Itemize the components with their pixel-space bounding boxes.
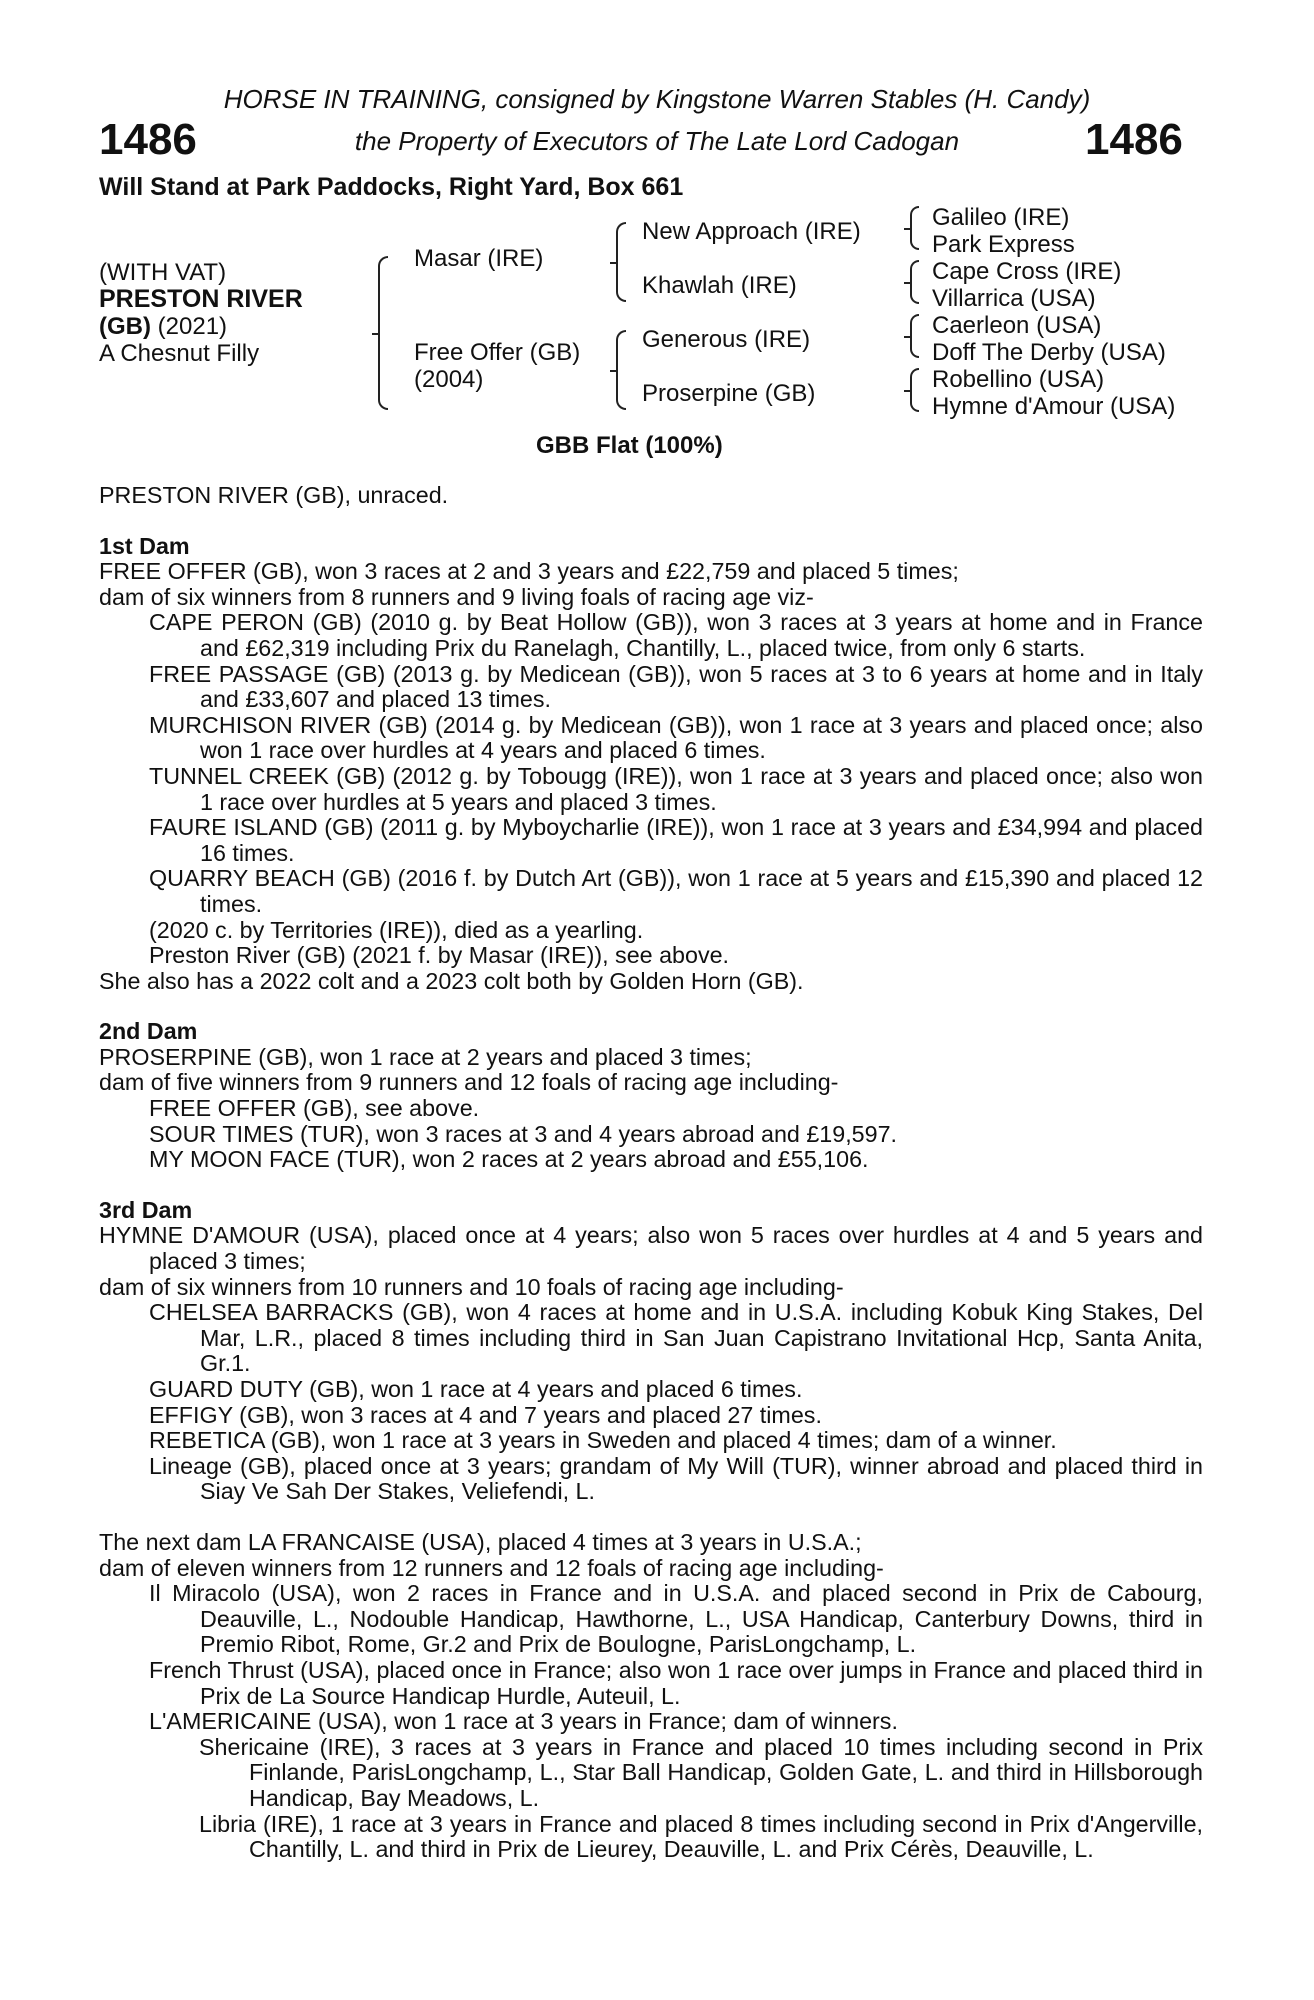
produce-entry: (2020 c. by Territories (IRE)), died as a yearling. [149,916,644,943]
pedigree-brace [910,260,919,304]
vat-label: (WITH VAT) [99,259,227,286]
pedigree-g3-7: Robellino (USA) [932,366,1105,393]
dam-footer: She also has a 2022 colt and a 2023 colt both by Golden Horn (GB). [99,967,804,994]
produce-entry: L'AMERICAINE (USA), won 1 race at 3 years in France; dam of winners. [149,1708,898,1735]
second-dam-section [99,1019,1203,1173]
pedigree-g3-4: Villarrica (USA) [932,285,1096,312]
pedigree-brace [378,256,388,410]
gbb-status: GBB Flat (100%) [536,432,723,459]
section-heading: 2nd Dam [99,1018,198,1045]
pedigree-sire: Masar (IRE) [414,245,544,272]
dam-line: dam of eleven winners from 12 runners and 12 foals of racing age including- [99,1554,884,1581]
produce-entry: CHELSEA BARRACKS (GB), won 4 races at home and in U.S.A. including Kobuk King Stakes, Del Mar, L.R., placed 8 times including third in San Juan Capistrano Invitational Hcp, Santa Anita, Gr.1. [149,1299,1203,1377]
horse-year: (2021) [157,313,228,340]
produce-entry: CAPE PERON (GB) (2010 g. by Beat Hollow (GB)), won 3 races at 3 years at home and in France and £62,319 including Prix du Ranelagh, Chantilly, L., placed twice, from only 6 starts. [149,609,1203,661]
produce-entry: Il Miracolo (USA), won 2 races in France and in U.S.A. and placed second in Prix de Cabourg, Deauville, L., Nodouble Handicap, Hawthorne, L., USA Handicap, Canterbury Downs, third in Premio Ribot, Rome, Gr.2 and Prix de Boulogne, ParisLongchamp, L. [149,1580,1203,1658]
consignor-line: HORSE IN TRAINING, consigned by Kingstone Warren Stables (H. Candy) [223,84,1091,114]
property-line: the Property of Executors of The Late Lord Cadogan [354,126,960,156]
pedigree-brace [616,330,626,410]
pedigree-dam: Free Offer (GB) [414,339,581,366]
pedigree-dam-sire: Generous (IRE) [642,326,811,353]
produce-entry: MURCHISON RIVER (GB) (2014 g. by Medicean (GB)), won 1 race at 3 years and placed once; also won 1 race over hurdles at 4 years and placed 6 times. [149,711,1203,764]
race-record-intro: PRESTON RIVER (GB), unraced. [99,482,449,508]
pedigree-g3-1: Galileo (IRE) [932,204,1070,231]
produce-entry: FREE OFFER (GB), see above. [149,1095,480,1122]
horse-suffix: (GB) [99,313,151,340]
pedigree-sire-dam: Khawlah (IRE) [642,272,797,299]
pedigree-brace [910,368,919,412]
produce-entry: Lineage (GB), placed once at 3 years; grandam of My Will (TUR), winner abroad and placed third in Siay Ve Sah Der Stakes, Veliefendi, L. [149,1452,1203,1505]
pedigree-dam-year: (2004) [414,366,484,393]
dam-line: PROSERPINE (GB), won 1 race at 2 years and placed 3 times; [99,1043,752,1070]
produce-entry: SOUR TIMES (TUR), won 3 races at 3 and 4 years abroad and £19,597. [149,1120,898,1147]
next-dam-section [99,1530,1203,1863]
pedigree-dam-dam: Proserpine (GB) [642,380,816,407]
lot-number-right: 1486 [1085,115,1183,164]
produce-entry: EFFIGY (GB), won 3 races at 4 and 7 years and placed 27 times. [149,1401,822,1428]
produce-entry: REBETICA (GB), won 1 race at 3 years in Sweden and placed 4 times; dam of a winner. [149,1427,1057,1454]
produce-entry: French Thrust (USA), placed once in France; also won 1 race over jumps in France and placed third in Prix de La Source Handicap Hurdle, Auteuil, L. [149,1656,1203,1709]
pedigree-g3-2: Park Express [932,231,1075,258]
catalogue-body [99,483,1203,1863]
dam-line: HYMNE D'AMOUR (USA), placed once at 4 years; also won 5 races over hurdles at 4 and 5 years and placed 3 times; [99,1222,1203,1275]
produce-entry: FREE PASSAGE (GB) (2013 g. by Medicean (GB)), won 5 races at 3 to 6 years at home and in Italy and £33,607 and placed 13 times. [149,660,1203,713]
pedigree-g3-6: Doff The Derby (USA) [932,339,1166,366]
dam-line: The next dam LA FRANCAISE (USA), placed 4 times at 3 years in U.S.A.; [99,1528,862,1555]
produce-entry: Preston River (GB) (2021 f. by Masar (IRE)), see above. [149,942,730,969]
produce-entry: MY MOON FACE (TUR), won 2 races at 2 years abroad and £55,106. [149,1146,869,1173]
produce-entry: GUARD DUTY (GB), won 1 race at 4 years and placed 6 times. [149,1376,803,1402]
first-dam-section [99,534,1203,995]
pedigree-brace [616,222,626,302]
produce-entry-nested: Libria (IRE), 1 race at 3 years in France and placed 8 times including second in Prix d'Angerville, Chantilly, L. and third in Prix de Lieurey, Deauville, L. and Prix Cérès, Deauville, L. [199,1810,1203,1863]
horse-name: PRESTON RIVER [99,285,303,313]
section-heading: 1st Dam [99,532,190,559]
third-dam-section [99,1198,1203,1505]
dam-line: dam of six winners from 10 runners and 10 foals of racing age including- [99,1273,844,1300]
pedigree-sire-sire: New Approach (IRE) [642,218,861,245]
dam-line: dam of six winners from 8 runners and 9 living foals of racing age viz- [99,583,814,610]
produce-entry-nested: Shericaine (IRE), 3 races at 3 years in France and placed 10 times including second in Prix Finlande, ParisLongchamp, L., Star Ball Handicap, Golden Gate, L. and third in Hillsborough Handicap, Bay Meadows, L. [199,1733,1203,1811]
pedigree-brace [910,206,919,250]
dam-line: dam of five winners from 9 runners and 12 foals of racing age including- [99,1069,839,1096]
produce-entry: QUARRY BEACH (GB) (2016 f. by Dutch Art (GB)), won 1 race at 5 years and £15,390 and placed 12 times. [149,865,1203,917]
pedigree-g3-8: Hymne d'Amour (USA) [932,393,1176,420]
stand-location: Will Stand at Park Paddocks, Right Yard, Box 661 [99,173,684,201]
horse-origin-year [99,313,227,340]
horse-description: A Chesnut Filly [99,340,260,367]
dam-line: FREE OFFER (GB), won 3 races at 2 and 3 years and £22,759 and placed 5 times; [99,558,959,585]
pedigree-brace [910,314,919,358]
produce-entry: TUNNEL CREEK (GB) (2012 g. by Tobougg (IRE)), won 1 race at 3 years and placed once; also won 1 race over hurdles at 5 years and placed 3 times. [149,762,1203,815]
lot-number-left: 1486 [99,115,197,164]
produce-entry: FAURE ISLAND (GB) (2011 g. by Myboycharlie (IRE)), won 1 race at 3 years and £34,994 and placed 16 times. [149,814,1203,866]
pedigree-g3-5: Caerleon (USA) [932,312,1102,339]
pedigree-g3-3: Cape Cross (IRE) [932,258,1122,285]
section-heading: 3rd Dam [99,1196,193,1223]
